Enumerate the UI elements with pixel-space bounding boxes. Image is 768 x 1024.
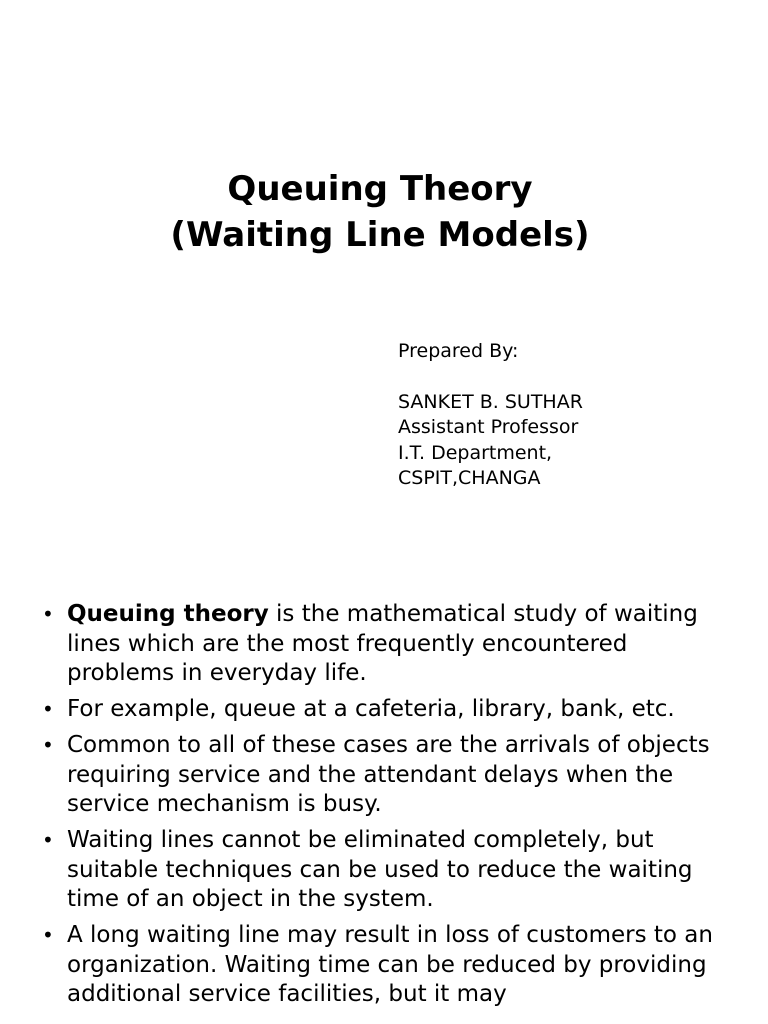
bullet-item bbox=[0, 826, 768, 915]
bullet-dot-icon: • bbox=[42, 733, 54, 757]
bullet-item bbox=[0, 921, 768, 1010]
author-name: SANKET B. SUTHAR bbox=[398, 390, 583, 413]
bullet-dot-icon: • bbox=[42, 602, 54, 626]
slide-title bbox=[0, 166, 760, 258]
bullet-item bbox=[0, 600, 768, 689]
bullet-text: Waiting lines cannot be eliminated completely, but suitable techniques can be used to reduce the waiting time of an object in the system. bbox=[67, 827, 693, 912]
bullet-bold-term: Queuing theory bbox=[67, 601, 269, 627]
byline-spacer bbox=[398, 365, 583, 390]
author-department: I.T. Department, bbox=[398, 441, 553, 464]
bullet-text: is the mathematical study of waiting lines which are the most frequently encountered problems in everyday life. bbox=[67, 601, 698, 686]
author-institute: CSPIT,CHANGA bbox=[398, 467, 541, 489]
author-position: Assistant Professor bbox=[398, 416, 579, 438]
bullet-dot-icon: • bbox=[42, 828, 54, 852]
prepared-by-label: Prepared By: bbox=[398, 340, 519, 362]
bullet-text: Common to all of these cases are the arrivals of objects requiring service and the attendant delays when the service mechanism is busy. bbox=[67, 732, 710, 817]
bullet-dot-icon: • bbox=[42, 697, 54, 721]
title-line-1: Queuing Theory bbox=[227, 169, 533, 209]
bullet-text: For example, queue at a cafeteria, library, bank, etc. bbox=[67, 696, 675, 722]
bullet-item bbox=[0, 695, 768, 725]
bullet-item bbox=[0, 731, 768, 820]
bullet-dot-icon: • bbox=[42, 923, 54, 947]
title-line-2: (Waiting Line Models) bbox=[170, 215, 590, 255]
bullet-text: A long waiting line may result in loss of customers to an organization. Waiting time can be reduced by providing additional service facilities, but it may bbox=[67, 922, 713, 1007]
bullet-list bbox=[0, 600, 768, 1016]
author-block bbox=[398, 339, 583, 492]
